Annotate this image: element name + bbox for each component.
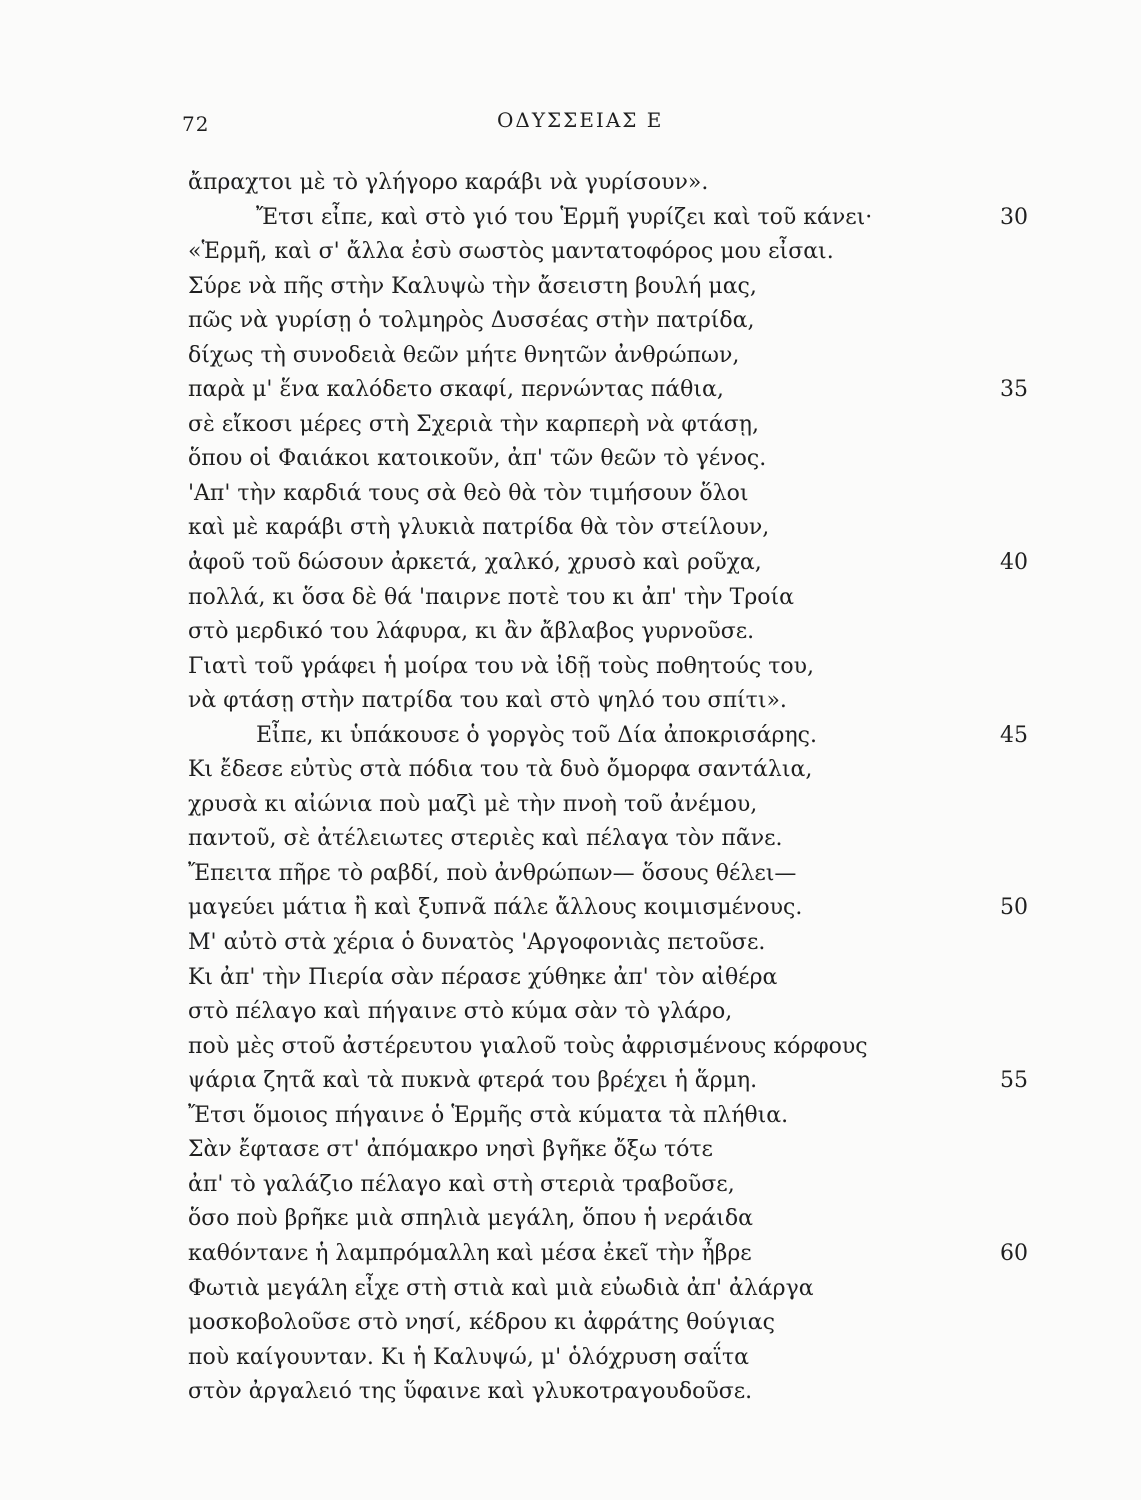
verse-text: ἀπ' τὸ γαλάζιο πέλαγο καὶ στὴ στεριὰ τραβοῦσε, bbox=[188, 1171, 735, 1197]
verse-text: ἀφοῦ τοῦ δώσουν ἀρκετά, χαλκό, χρυσὸ καὶ ροῦχα, bbox=[188, 550, 762, 576]
verse-line bbox=[0, 1133, 1141, 1168]
verse-line bbox=[0, 546, 1141, 581]
verse-text: στὸν ἀργαλειό της ὕφαινε καὶ γλυκοτραγουδοῦσε. bbox=[188, 1379, 753, 1405]
verse-line bbox=[0, 1168, 1141, 1203]
verse-line bbox=[0, 788, 1141, 823]
verse-text: Εἶπε, κι ὑπάκουσε ὁ γοργὸς τοῦ Δία ἀποκρισάρης. bbox=[256, 722, 817, 748]
verse-line bbox=[0, 995, 1141, 1030]
verse-text: Γιατὶ τοῦ γράφει ἡ μοίρα του νὰ ἰδῇ τοὺς ποθητούς του, bbox=[188, 653, 814, 679]
verse-text: ἄπραχτοι μὲ τὸ γλήγορο καράβι νὰ γυρίσουν». bbox=[188, 170, 709, 195]
verse-line bbox=[0, 373, 1141, 408]
verse-text: στὸ μερδικό του λάφυρα, κι ἂν ἄβλαβος γυρνοῦσε. bbox=[188, 619, 755, 645]
verse-text: παρὰ μ' ἕνα καλόδετο σκαφί, περνώντας πάθια, bbox=[188, 377, 724, 403]
verse-text: μαγεύει μάτια ἢ καὶ ξυπνᾶ πάλε ἄλλους κοιμισμένους. bbox=[188, 895, 803, 921]
verse-line bbox=[0, 477, 1141, 512]
verse-line bbox=[0, 650, 1141, 685]
verse-text: πολλά, κι ὅσα δὲ θά 'παιρνε ποτὲ του κι ἀπ' τὴν Τροία bbox=[188, 584, 794, 610]
running-title: ΟΔΥΣΣΕΙΑΣ Ε bbox=[497, 108, 664, 132]
verse-text: καθόντανε ἡ λαμπρόμαλλη καὶ μέσα ἐκεῖ τὴν ἦβρε bbox=[188, 1240, 752, 1266]
verse-line bbox=[0, 1099, 1141, 1134]
verse-line-number: 45 bbox=[1000, 722, 1028, 748]
verse-text: Σὰν ἔφτασε στ' ἀπόμακρο νησὶ βγῆκε ὄξω τότε bbox=[188, 1137, 713, 1163]
verse-line-number: 35 bbox=[1000, 377, 1028, 403]
verse-line bbox=[0, 408, 1141, 443]
verse-text: Σύρε νὰ πῆς στὴν Καλυψὼ τὴν ἄσειστη βουλή μας, bbox=[188, 273, 757, 299]
verse-line-number: 60 bbox=[1000, 1240, 1028, 1266]
verse-text: στὸ πέλαγο καὶ πήγαινε στὸ κύμα σὰν τὸ γλάρο, bbox=[188, 999, 733, 1025]
verse-line bbox=[0, 891, 1141, 926]
verse-text: Κι ἔδεσε εὐτὺς στὰ πόδια του τὰ δυὸ ὄμορφα σαντάλια, bbox=[188, 757, 813, 783]
verse-line bbox=[0, 1375, 1141, 1410]
verse-line-number: 50 bbox=[1000, 895, 1028, 921]
page-number: 72 bbox=[182, 112, 210, 136]
verse-line bbox=[0, 235, 1141, 270]
verse-line bbox=[0, 926, 1141, 961]
verse-text: νὰ φτάσῃ στὴν πατρίδα του καὶ στὸ ψηλό του σπίτι». bbox=[188, 688, 787, 714]
verse-line bbox=[0, 719, 1141, 754]
verse-line bbox=[0, 822, 1141, 857]
verse-text: Φωτιὰ μεγάλη εἶχε στὴ στιὰ καὶ μιὰ εὐωδιὰ ἀπ' ἀλάργα bbox=[188, 1275, 814, 1301]
verse-text: παντοῦ, σὲ ἀτέλειωτες στεριὲς καὶ πέλαγα τὸν πᾶνε. bbox=[188, 826, 783, 852]
verse-line bbox=[0, 339, 1141, 374]
verse-text: Ἔτσι εἶπε, καὶ στὸ γιό του Ἑρμῆ γυρίζει καὶ τοῦ κάνει· bbox=[256, 204, 873, 230]
verse-line bbox=[0, 857, 1141, 892]
verse-line-number: 40 bbox=[1000, 550, 1028, 576]
verse-text: ὅπου οἱ Φαιάκοι κατοικοῦν, ἀπ' τῶν θεῶν τὸ γένος. bbox=[188, 446, 767, 472]
verse-line bbox=[0, 511, 1141, 546]
verse-line bbox=[0, 166, 1141, 201]
verse-text: «Ἑρμῆ, καὶ σ' ἄλλα ἐσὺ σωστὸς μαντατοφόρος μου εἶσαι. bbox=[188, 239, 834, 265]
verse-line bbox=[0, 304, 1141, 339]
verse-line-number: 30 bbox=[1000, 204, 1028, 230]
verse-line bbox=[0, 1272, 1141, 1307]
verse-text: Μ' αὐτὸ στὰ χέρια ὁ δυνατὸς 'Αργοφονιὰς πετοῦσε. bbox=[188, 930, 766, 956]
verse-line bbox=[0, 1237, 1141, 1272]
verse-line bbox=[0, 961, 1141, 996]
verse-line bbox=[0, 581, 1141, 616]
verse-line bbox=[0, 270, 1141, 305]
verse-text: ψάρια ζητᾶ καὶ τὰ πυκνὰ φτερά του βρέχει ἡ ἅρμη. bbox=[188, 1068, 758, 1094]
verse-line bbox=[0, 753, 1141, 788]
verse-text: δίχως τὴ συνοδειὰ θεῶν μήτε θνητῶν ἀνθρώπων, bbox=[188, 342, 740, 368]
verse-text: σὲ εἴκοσι μέρες στὴ Σχεριὰ τὴν καρπερὴ νὰ φτάσῃ, bbox=[188, 411, 759, 437]
poem-text bbox=[0, 166, 1141, 1410]
verse-text: Ἔπειτα πῆρε τὸ ραβδί, ποὺ ἀνθρώπων— ὅσους θέλει— bbox=[188, 860, 797, 886]
verse-text: ὅσο ποὺ βρῆκε μιὰ σπηλιὰ μεγάλη, ὅπου ἡ νεράιδα bbox=[188, 1206, 753, 1232]
verse-line bbox=[0, 1341, 1141, 1376]
verse-text: ποὺ μὲς στοῦ ἀστέρευτου γιαλοῦ τοὺς ἀφρισμένους κόρφους bbox=[188, 1033, 868, 1059]
verse-line bbox=[0, 1306, 1141, 1341]
verse-text: Κι ἀπ' τὴν Πιερία σὰν πέρασε χύθηκε ἀπ' τὸν αἰθέρα bbox=[188, 964, 778, 990]
verse-text: καὶ μὲ καράβι στὴ γλυκιὰ πατρίδα θὰ τὸν στείλουν, bbox=[188, 515, 770, 541]
verse-line bbox=[0, 1064, 1141, 1099]
page-header bbox=[0, 106, 1141, 140]
verse-line-number: 55 bbox=[1000, 1068, 1028, 1094]
verse-line bbox=[0, 442, 1141, 477]
verse-line bbox=[0, 201, 1141, 236]
verse-text: 'Απ' τὴν καρδιά τους σὰ θεὸ θὰ τὸν τιμήσουν ὅλοι bbox=[188, 480, 749, 506]
verse-line bbox=[0, 684, 1141, 719]
verse-line bbox=[0, 1202, 1141, 1237]
verse-text: ποὺ καίγουνταν. Κι ἡ Καλυψώ, μ' ὁλόχρυση σαΐτα bbox=[188, 1344, 749, 1370]
verse-text: πῶς νὰ γυρίσῃ ὁ τολμηρὸς Δυσσέας στὴν πατρίδα, bbox=[188, 308, 755, 334]
verse-text: μοσκοβολοῦσε στὸ νησί, κέδρου κι ἀφράτης θούγιας bbox=[188, 1310, 775, 1336]
verse-text: Ἔτσι ὅμοιος πήγαινε ὁ Ἑρμῆς στὰ κύματα τὰ πλήθια. bbox=[188, 1102, 789, 1128]
verse-text: χρυσὰ κι αἰώνια ποὺ μαζὶ μὲ τὴν πνοὴ τοῦ ἀνέμου, bbox=[188, 791, 758, 817]
verse-line bbox=[0, 615, 1141, 650]
verse-line bbox=[0, 1030, 1141, 1065]
